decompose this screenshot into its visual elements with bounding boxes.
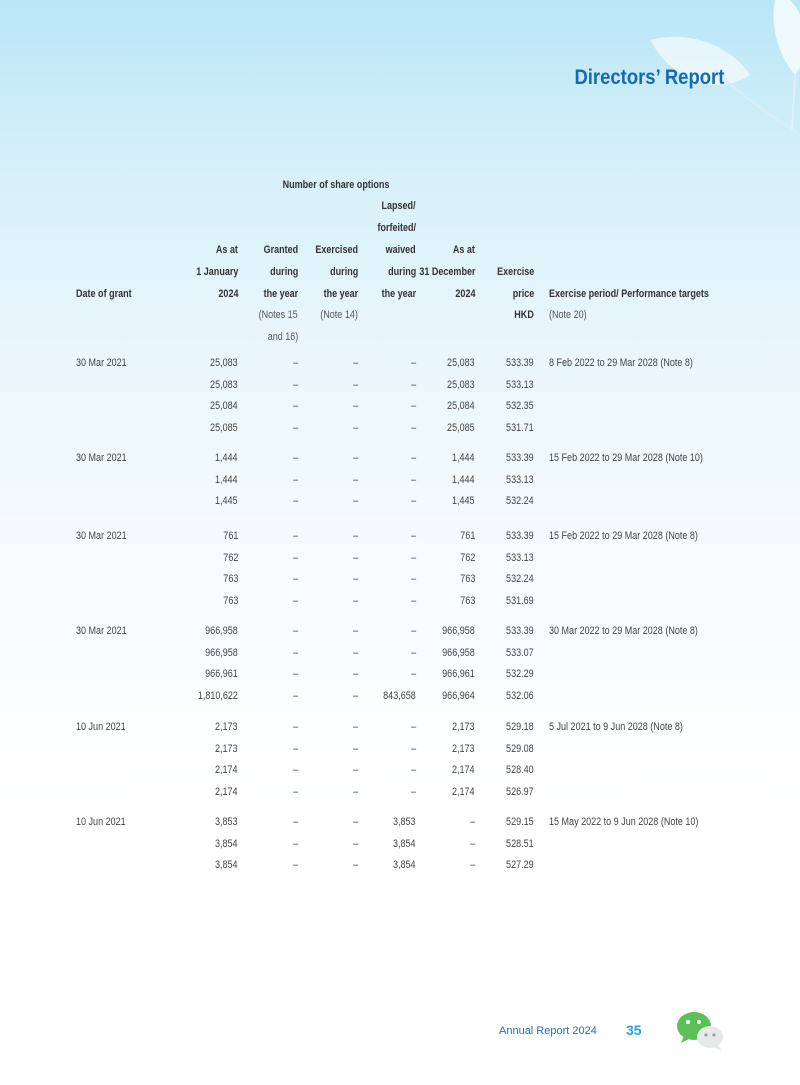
table-cell: – <box>469 816 475 828</box>
table-cell: 966,964 <box>442 690 475 703</box>
column-header-exercised: during <box>329 266 358 278</box>
table-cell: – <box>292 573 298 586</box>
table-cell: 528.51 <box>506 837 534 850</box>
table-cell: 25,085 <box>210 422 238 435</box>
grant-date: 10 Jun 2021 <box>76 816 126 828</box>
table-cell: – <box>292 595 298 608</box>
table-cell: – <box>292 625 298 637</box>
table-cell: 1,444 <box>452 473 475 486</box>
table-cell: – <box>292 837 298 850</box>
table-cell: – <box>292 400 298 413</box>
table-cell: – <box>352 595 358 608</box>
table-cell: – <box>352 742 358 755</box>
table-cell: 2,174 <box>452 786 475 799</box>
table-cell: 527.29 <box>506 859 534 872</box>
table-cell: 966,961 <box>205 668 238 681</box>
table-cell: 532.35 <box>506 400 534 413</box>
table-cell: 533.13 <box>506 551 534 564</box>
table-cell: – <box>292 859 298 872</box>
table-cell: – <box>292 357 298 369</box>
table-cell: 533.07 <box>506 646 534 659</box>
table-cell: 531.71 <box>506 422 534 435</box>
table-cell: 762 <box>459 551 475 564</box>
table-cell: – <box>469 837 475 850</box>
table-cell: – <box>410 452 416 464</box>
column-header-price: price <box>512 288 534 300</box>
table-cell: 533.39 <box>506 357 534 369</box>
table-cell: – <box>410 378 416 391</box>
column-header-as_at_start: 2024 <box>217 288 238 300</box>
table-cell: 533.13 <box>506 473 534 486</box>
table-cell: 531.69 <box>506 595 534 608</box>
table-cell: – <box>410 473 416 486</box>
table-cell: 3,854 <box>215 837 238 850</box>
exercised-note: (Note 14) <box>320 309 358 321</box>
table-cell: 25,083 <box>447 378 475 391</box>
table-cell: 1,445 <box>215 495 238 508</box>
table-cell: 966,958 <box>205 646 238 659</box>
table-cell: 3,853 <box>393 816 416 828</box>
table-cell: – <box>410 495 416 508</box>
table-cell: – <box>410 668 416 681</box>
table-cell: – <box>292 816 298 828</box>
table-cell: 526.97 <box>506 786 534 799</box>
table-cell: – <box>292 721 298 733</box>
table-cell: – <box>352 400 358 413</box>
table-cell: – <box>469 859 475 872</box>
table-cell: – <box>410 625 416 637</box>
column-header-date: Date of grant <box>76 288 132 300</box>
table-cell: 25,084 <box>447 400 475 413</box>
table-cell: 533.39 <box>506 530 534 542</box>
table-cell: – <box>352 452 358 464</box>
table-cell: 533.13 <box>506 378 534 391</box>
table-cell: – <box>410 551 416 564</box>
table-cell: – <box>410 400 416 413</box>
table-cell: 2,173 <box>452 742 475 755</box>
exercise-period: 5 Jul 2021 to 9 Jun 2028 (Note 8) <box>549 721 683 733</box>
table-cell: – <box>352 721 358 733</box>
column-header-exercised: Exercised <box>315 244 358 256</box>
table-cell: 2,174 <box>215 786 238 799</box>
table-cell: 528.40 <box>506 764 534 777</box>
table-cell: 761 <box>459 530 475 542</box>
table-cell: – <box>352 551 358 564</box>
table-cell: – <box>352 573 358 586</box>
price-unit: HKD <box>514 309 534 321</box>
table-cell: – <box>352 786 358 799</box>
table-cell: 2,174 <box>452 764 475 777</box>
table-cell: 966,958 <box>442 625 475 637</box>
table-cell: 533.39 <box>506 452 534 464</box>
column-header-granted: Granted <box>263 244 298 256</box>
table-cell: 2,173 <box>215 742 238 755</box>
exercise-period: 8 Feb 2022 to 29 Mar 2028 (Note 8) <box>549 357 693 369</box>
period-note: (Note 20) <box>549 309 587 321</box>
column-header-as_at_end: As at <box>452 244 475 256</box>
table-cell: 763 <box>222 595 238 608</box>
table-cell: – <box>352 764 358 777</box>
table-cell: – <box>410 357 416 369</box>
table-cell: 1,810,622 <box>197 690 238 703</box>
table-cell: 533.39 <box>506 625 534 637</box>
table-cell: – <box>410 742 416 755</box>
table-group-header: Number of share options <box>282 179 390 191</box>
column-header-as_at_end: 31 December <box>418 266 475 278</box>
table-cell: – <box>352 690 358 703</box>
table-cell: 966,958 <box>442 646 475 659</box>
table-cell: – <box>292 742 298 755</box>
table-cell: – <box>352 816 358 828</box>
table-cell: – <box>410 595 416 608</box>
table-cell: – <box>352 625 358 637</box>
table-cell: 762 <box>222 551 238 564</box>
table-cell: – <box>292 422 298 435</box>
table-cell: 532.29 <box>506 668 534 681</box>
table-cell: – <box>352 530 358 542</box>
table-cell: – <box>292 452 298 464</box>
table-cell: 532.24 <box>506 495 534 508</box>
column-header-period: Exercise period/ Performance targets <box>549 288 709 300</box>
table-cell: – <box>352 357 358 369</box>
table-cell: – <box>352 422 358 435</box>
table-cell: – <box>292 495 298 508</box>
column-header-as_at_start: 1 January <box>195 266 238 278</box>
table-cell: – <box>292 473 298 486</box>
table-cell: – <box>292 690 298 703</box>
table-cell: 529.08 <box>506 742 534 755</box>
table-cell: 763 <box>459 595 475 608</box>
table-cell: – <box>410 646 416 659</box>
column-header-granted: the year <box>263 288 298 300</box>
table-cell: – <box>352 859 358 872</box>
table-cell: – <box>352 473 358 486</box>
wechat-logo-icon <box>676 1010 726 1052</box>
grant-date: 10 Jun 2021 <box>76 721 126 733</box>
column-header-lapsed: during <box>387 266 416 278</box>
exercise-period: 15 May 2022 to 9 Jun 2028 (Note 10) <box>549 816 699 828</box>
table-cell: – <box>292 551 298 564</box>
table-cell: 1,444 <box>215 452 238 464</box>
table-cell: 529.15 <box>506 816 534 828</box>
table-cell: 25,083 <box>210 378 238 391</box>
table-cell: – <box>292 530 298 542</box>
table-cell: 532.24 <box>506 573 534 586</box>
column-header-as_at_end: 2024 <box>454 288 475 300</box>
exercise-period: 15 Feb 2022 to 29 Mar 2028 (Note 8) <box>549 530 698 542</box>
table-cell: – <box>410 530 416 542</box>
table-cell: 25,083 <box>447 357 475 369</box>
table-cell: 763 <box>222 573 238 586</box>
table-cell: 25,085 <box>447 422 475 435</box>
table-cell: – <box>292 786 298 799</box>
table-cell: – <box>352 837 358 850</box>
page-title: Directors’ Report <box>574 66 724 89</box>
table-cell: – <box>352 646 358 659</box>
table-cell: – <box>292 646 298 659</box>
exercise-period: 30 Mar 2022 to 29 Mar 2028 (Note 8) <box>549 625 698 637</box>
table-cell: 3,854 <box>393 859 416 872</box>
column-header-lapsed: the year <box>381 288 416 300</box>
table-cell: 843,658 <box>383 690 416 703</box>
table-cell: 966,958 <box>205 625 238 637</box>
table-cell: – <box>352 668 358 681</box>
granted-note: (Notes 15 <box>258 309 298 321</box>
table-cell: 532.06 <box>506 690 534 703</box>
table-cell: 763 <box>459 573 475 586</box>
table-cell: 3,854 <box>215 859 238 872</box>
table-cell: 3,853 <box>215 816 238 828</box>
table-cell: 3,854 <box>393 837 416 850</box>
exercise-period: 15 Feb 2022 to 29 Mar 2028 (Note 10) <box>549 452 703 464</box>
column-header-as_at_start: As at <box>215 244 238 256</box>
table-cell: 2,174 <box>215 764 238 777</box>
table-cell: – <box>292 378 298 391</box>
column-header-exercised: the year <box>323 288 358 300</box>
table-cell: – <box>352 378 358 391</box>
footer-report-label: Annual Report 2024 <box>499 1025 597 1037</box>
table-cell: 2,173 <box>452 721 475 733</box>
table-cell: – <box>410 422 416 435</box>
column-header-price: Exercise <box>496 266 534 278</box>
grant-date: 30 Mar 2021 <box>76 530 127 542</box>
table-cell: – <box>410 764 416 777</box>
table-cell: – <box>292 764 298 777</box>
page-number: 35 <box>626 1022 642 1038</box>
grant-date: 30 Mar 2021 <box>76 452 127 464</box>
table-cell: 1,444 <box>452 452 475 464</box>
table-cell: 2,173 <box>215 721 238 733</box>
grant-date: 30 Mar 2021 <box>76 357 127 369</box>
table-cell: – <box>292 668 298 681</box>
table-cell: 1,444 <box>215 473 238 486</box>
table-cell: 761 <box>222 530 238 542</box>
table-cell: – <box>410 721 416 733</box>
table-cell: – <box>352 495 358 508</box>
column-header-granted: during <box>269 266 298 278</box>
table-cell: 25,084 <box>210 400 238 413</box>
table-cell: – <box>410 786 416 799</box>
table-cell: 529.18 <box>506 721 534 733</box>
grant-date: 30 Mar 2021 <box>76 625 127 637</box>
column-header-lapsed: Lapsed/ <box>381 200 416 212</box>
table-cell: 1,445 <box>452 495 475 508</box>
table-cell: – <box>410 573 416 586</box>
column-header-lapsed: waived <box>385 244 416 256</box>
table-cell: 966,961 <box>442 668 475 681</box>
column-header-lapsed: forfeited/ <box>377 222 416 234</box>
granted-note: and 16) <box>267 331 298 343</box>
table-cell: 25,083 <box>210 357 238 369</box>
